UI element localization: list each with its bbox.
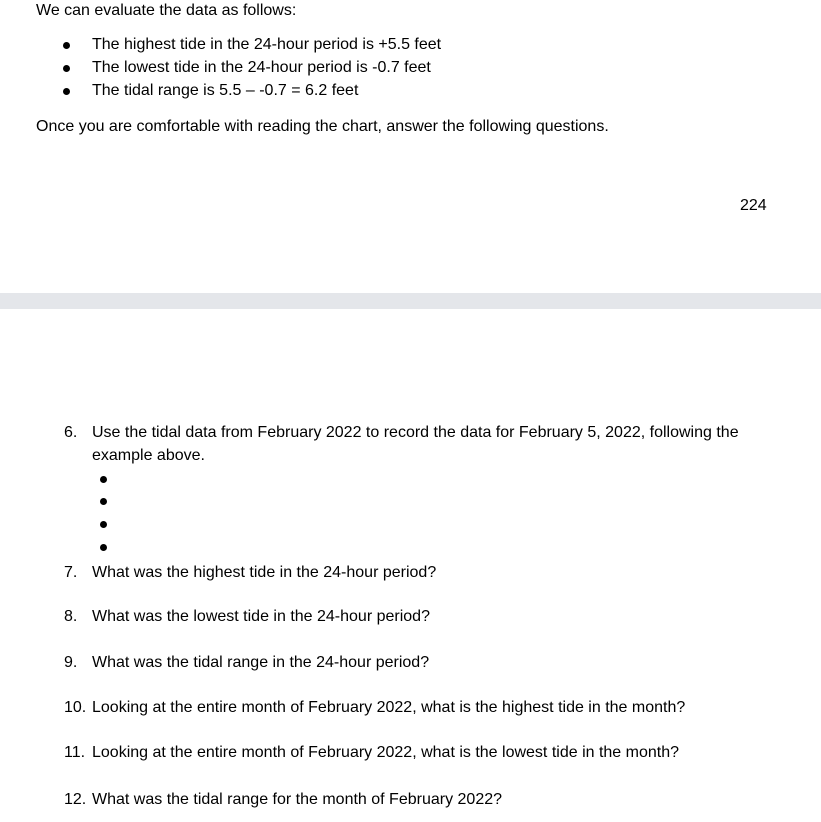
empty-bullet-icon bbox=[100, 521, 107, 528]
question-number: 10. bbox=[64, 699, 87, 716]
question-9-text: What was the tidal range in the 24-hour period? bbox=[92, 654, 430, 671]
bullet-lowest-tide: The lowest tide in the 24-hour period is -0.7 feet bbox=[92, 59, 431, 76]
question-number: 8. bbox=[64, 608, 78, 625]
bullet-highest-tide: The highest tide in the 24-hour period is +5.5 feet bbox=[92, 36, 442, 53]
question-7-text: What was the highest tide in the 24-hour period? bbox=[92, 564, 437, 581]
bullet-tidal-range: The tidal range is 5.5 – -0.7 = 6.2 feet bbox=[92, 82, 359, 99]
question-6-text-continued: example above. bbox=[92, 447, 205, 464]
question-8-text: What was the lowest tide in the 24-hour period? bbox=[92, 608, 430, 625]
empty-bullet-icon bbox=[100, 476, 107, 483]
page-number: 224 bbox=[740, 197, 767, 214]
empty-bullet-icon bbox=[100, 544, 107, 551]
question-number: 9. bbox=[64, 654, 78, 671]
instruction-text: Once you are comfortable with reading the chart, answer the following questions. bbox=[36, 118, 609, 135]
question-12-text: What was the tidal range for the month of February 2022? bbox=[92, 791, 503, 808]
intro-text: We can evaluate the data as follows: bbox=[36, 2, 297, 19]
bullet-icon bbox=[63, 65, 70, 72]
empty-bullet-icon bbox=[100, 498, 107, 505]
bullet-icon bbox=[63, 88, 70, 95]
question-number: 6. bbox=[64, 424, 78, 441]
bullet-icon bbox=[63, 42, 70, 49]
question-number: 7. bbox=[64, 564, 78, 581]
question-6-text: Use the tidal data from February 2022 to record the data for February 5, 2022, following the bbox=[92, 424, 739, 441]
question-10-text: Looking at the entire month of February 2022, what is the highest tide in the month? bbox=[92, 699, 686, 716]
page-separator bbox=[0, 293, 821, 309]
question-number: 12. bbox=[64, 791, 87, 808]
question-number: 11. bbox=[64, 744, 86, 761]
question-11-text: Looking at the entire month of February 2022, what is the lowest tide in the month? bbox=[92, 744, 680, 761]
